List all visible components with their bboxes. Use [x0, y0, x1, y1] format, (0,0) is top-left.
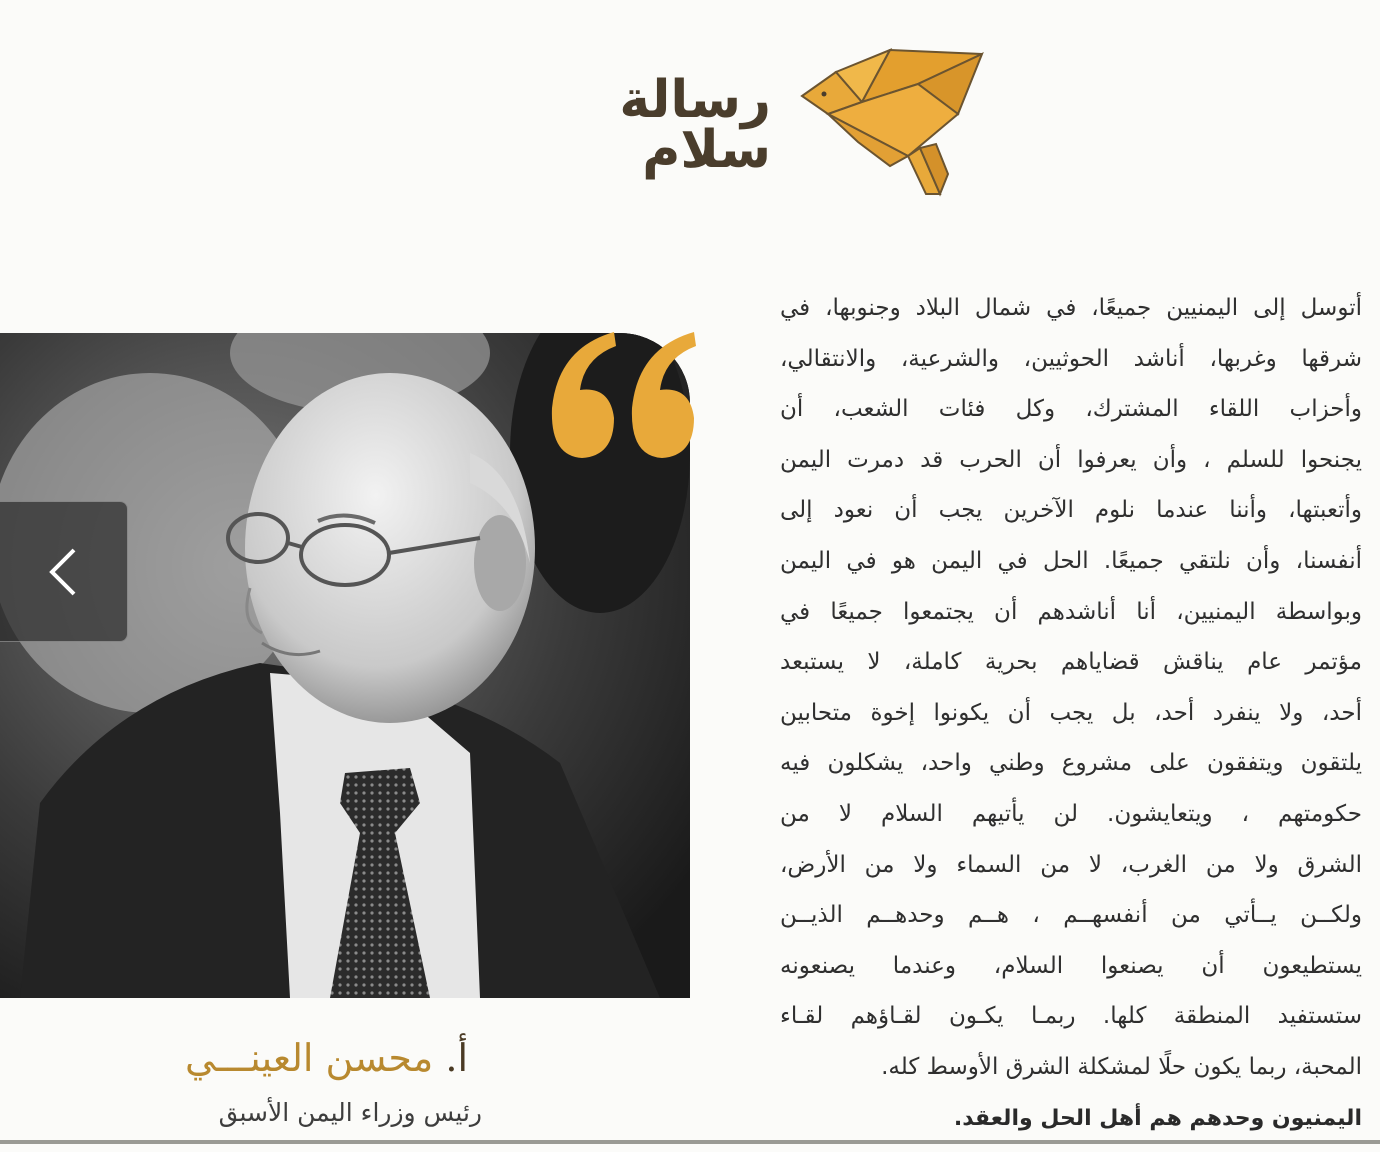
article-line: حكومتهم ، ويتعايشون. لن يأتيهم السلام لا من: [780, 800, 1362, 827]
article-line: ستستفيد المنطقة كلها. ربمـا يكـون لقـاؤهم لقـاء: [780, 1003, 1362, 1030]
closing-statement: اليمنيون وحدهم هم أهل الحل والعقد.: [953, 1106, 1362, 1131]
article-line: يلتقون ويتفقون على مشروع وطني واحد، يشكلون فيه: [780, 750, 1362, 777]
article-body: [780, 283, 1362, 1093]
logo-line-2: سلام: [642, 120, 771, 180]
previous-button[interactable]: [0, 501, 128, 642]
article-line: مؤتمر عام يناقش قضاياهم بحرية كاملة، لا يستبعد: [780, 649, 1362, 676]
article-line: الشرق ولا من الغرب، لا من السماء ولا من الأرض،: [780, 851, 1362, 878]
article-line: وأحزاب اللقاء المشترك، وكل فئات الشعب، أن: [780, 396, 1362, 423]
article-line: يجنحوا للسلم ، وأن يعرفوا أن الحرب قد دمرت اليمن: [780, 446, 1362, 473]
article-line: أتوسل إلى اليمنيين جميعًا، في شمال البلاد وجنوبها، في: [780, 295, 1362, 321]
article-line: أحد، ولا ينفرد أحد، بل يجب أن يكونوا إخوة متحابين: [780, 699, 1362, 726]
bottom-divider: [0, 1140, 1380, 1144]
article-line: شرقها وغربها، أناشد الحوثيين، والشرعية، والانتقالي،: [780, 345, 1362, 372]
quote-mark-icon: [548, 328, 703, 468]
article-line: وبواسطة اليمنيين، أنا أناشدهم أن يجتمعوا جميعًا في: [780, 598, 1362, 625]
article-line: المحبة، ربما يكون حلًا لمشكلة الشرق الأوسط كله.: [881, 1053, 1362, 1080]
author-name-text: محسن العينـــي: [185, 1036, 434, 1080]
origami-dove-icon: [798, 44, 988, 200]
author-name: [68, 1036, 468, 1080]
article-line: يستطيعون أن يصنعوا السلام، وعندما يصنعونه: [780, 952, 1362, 979]
article-line: وأتعبتها، وأننا عندما نلوم الآخرين يجب أن نعود إلى: [780, 497, 1362, 524]
article-line: ولكــن يــأتي من أنفسهــم ، هــم وحدهــم الذيــن: [780, 902, 1362, 929]
chevron-left-icon: [44, 542, 84, 602]
logo-wordmark: [548, 70, 783, 190]
author-role: رئيس وزراء اليمن الأسبق: [218, 1098, 482, 1127]
logo-line-1: رسالة: [619, 70, 771, 130]
article-line: أنفسنا، وأن نلتقي جميعًا. الحل في اليمن هو في اليمن: [780, 547, 1362, 574]
author-prefix: أ.: [445, 1036, 468, 1080]
